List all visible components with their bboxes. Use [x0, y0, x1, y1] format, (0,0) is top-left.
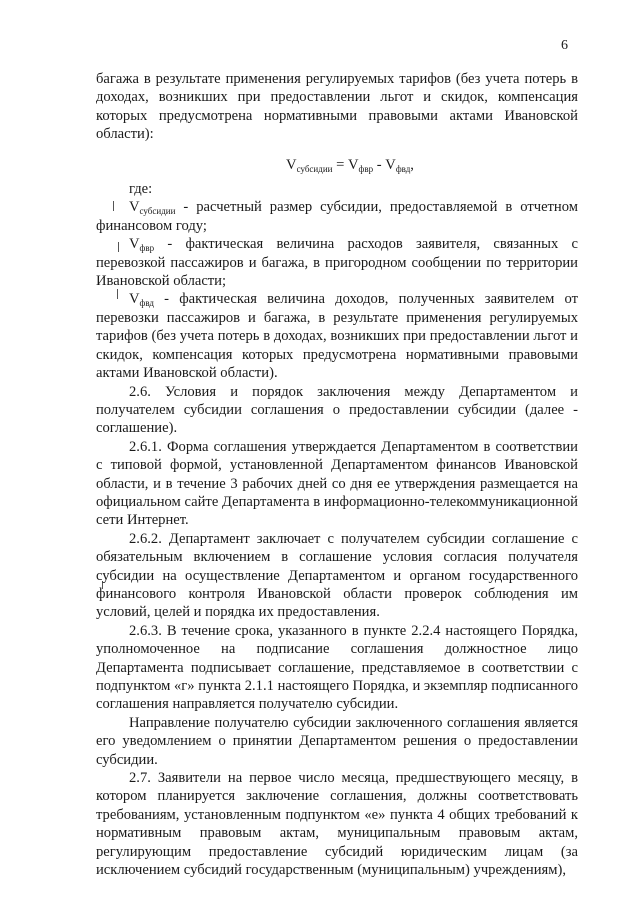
- def2-var-sub: фвр: [139, 243, 155, 254]
- formula-tail: ,: [410, 156, 414, 173]
- formula-term1: V: [347, 156, 359, 173]
- def1-text: - расчетный размер субсидии, предоставляемой в отчетном финансовом году;: [96, 199, 578, 234]
- paragraph-continuation: багажа в результате применения регулируемых тарифов (без учета потерь в доходах, возникших при предоставлении льгот и скидок, компенсация которых предусмотрена нормативными правовыми актами Ивановской области):: [96, 71, 578, 143]
- paragraph-2-6-3: 2.6.3. В течение срока, указанного в пункте 2.2.4 настоящего Порядка, уполномоченное на подписание соглашения должностное лицо Департамента подписывает соглашение, представляемое в соответствии с подпунктом «г» пункта 2.1.1 настоящего Порядка, и экземпляр подписанного соглашения направляется получателю субсидии.: [96, 622, 578, 713]
- paragraph-2-6-2: 2.6.2. Департамент заключает с получателем субсидии соглашение с обязательным включением в соглашение условия согласия получателя субсидии на осуществление Департаментом и органом государственного финансового контроля Ивановской области проверок соблюдения им условий, целей и порядка их предоставления.: [96, 530, 578, 621]
- subsidy-formula: [96, 156, 578, 174]
- definition-income: [96, 290, 578, 382]
- def3-var-sub: фвд: [139, 298, 154, 309]
- where-label: где:: [129, 181, 153, 198]
- formula-eq: =: [332, 156, 348, 173]
- def2-text: - фактическая величина расходов заявителя, связанных с перевозкой пассажиров и багажа, в пригородном сообщении по территории Ивановской области;: [96, 236, 578, 290]
- paragraph-2-7: 2.7. Заявители на первое число месяца, предшествующего месяцу, в котором планируется заключение соглашения, должны соответствовать требованиям, установленным подпунктом «е» пункта 4 общих требований к нормативным правовым актам, муниципальным правовым актам, регулирующим предоставление субсидий юридическим лицам (за исключением субсидий государственным (муниципальным) учреждениям),: [96, 770, 578, 879]
- formula-term2: V: [385, 156, 396, 173]
- paragraph-2-6: 2.6. Условия и порядок заключения между Департаментом и получателем субсидии соглашения о предоставлении субсидии (далее - соглашение).: [96, 383, 578, 437]
- def1-var-sub: субсидии: [139, 206, 176, 217]
- definition-expenses: [96, 235, 578, 290]
- formula-term2-sub: фвд: [395, 163, 411, 174]
- def2-var: V: [129, 236, 140, 253]
- paragraph-direction: Направление получателю субсидии заключенного соглашения является его уведомлением о принятии Департаментом решения о предоставлении субсидии.: [96, 714, 578, 768]
- definition-subsidy: [96, 198, 578, 235]
- formula-minus: -: [373, 156, 386, 173]
- page-number: 6: [561, 38, 568, 53]
- def3-var: V: [129, 291, 140, 308]
- formula-lhs-sub: субсидии: [296, 163, 333, 174]
- formula-lhs: V: [286, 156, 297, 173]
- def1-var: V: [129, 199, 140, 216]
- document-body: [96, 70, 578, 879]
- paragraph-2-6-1: 2.6.1. Форма соглашения утверждается Департаментом в соответствии с типовой формой, установленной Департаментом финансов Ивановской области, и в течение 3 рабочих дней со дня ее утверждения размещается на официальном сайте Департамента в информационно-телекоммуникационной сети Интернет.: [96, 438, 578, 529]
- formula-term1-sub: фвр: [358, 163, 374, 174]
- def3-text: - фактическая величина доходов, полученных заявителем от перевозки пассажиров и багажа, в результате применения регулируемых тарифов (без учета потерь в доходах, возникших при предоставлении льгот и скидок, компенсация которых предусмотрена нормативными правовыми актами Ивановской области).: [96, 291, 578, 382]
